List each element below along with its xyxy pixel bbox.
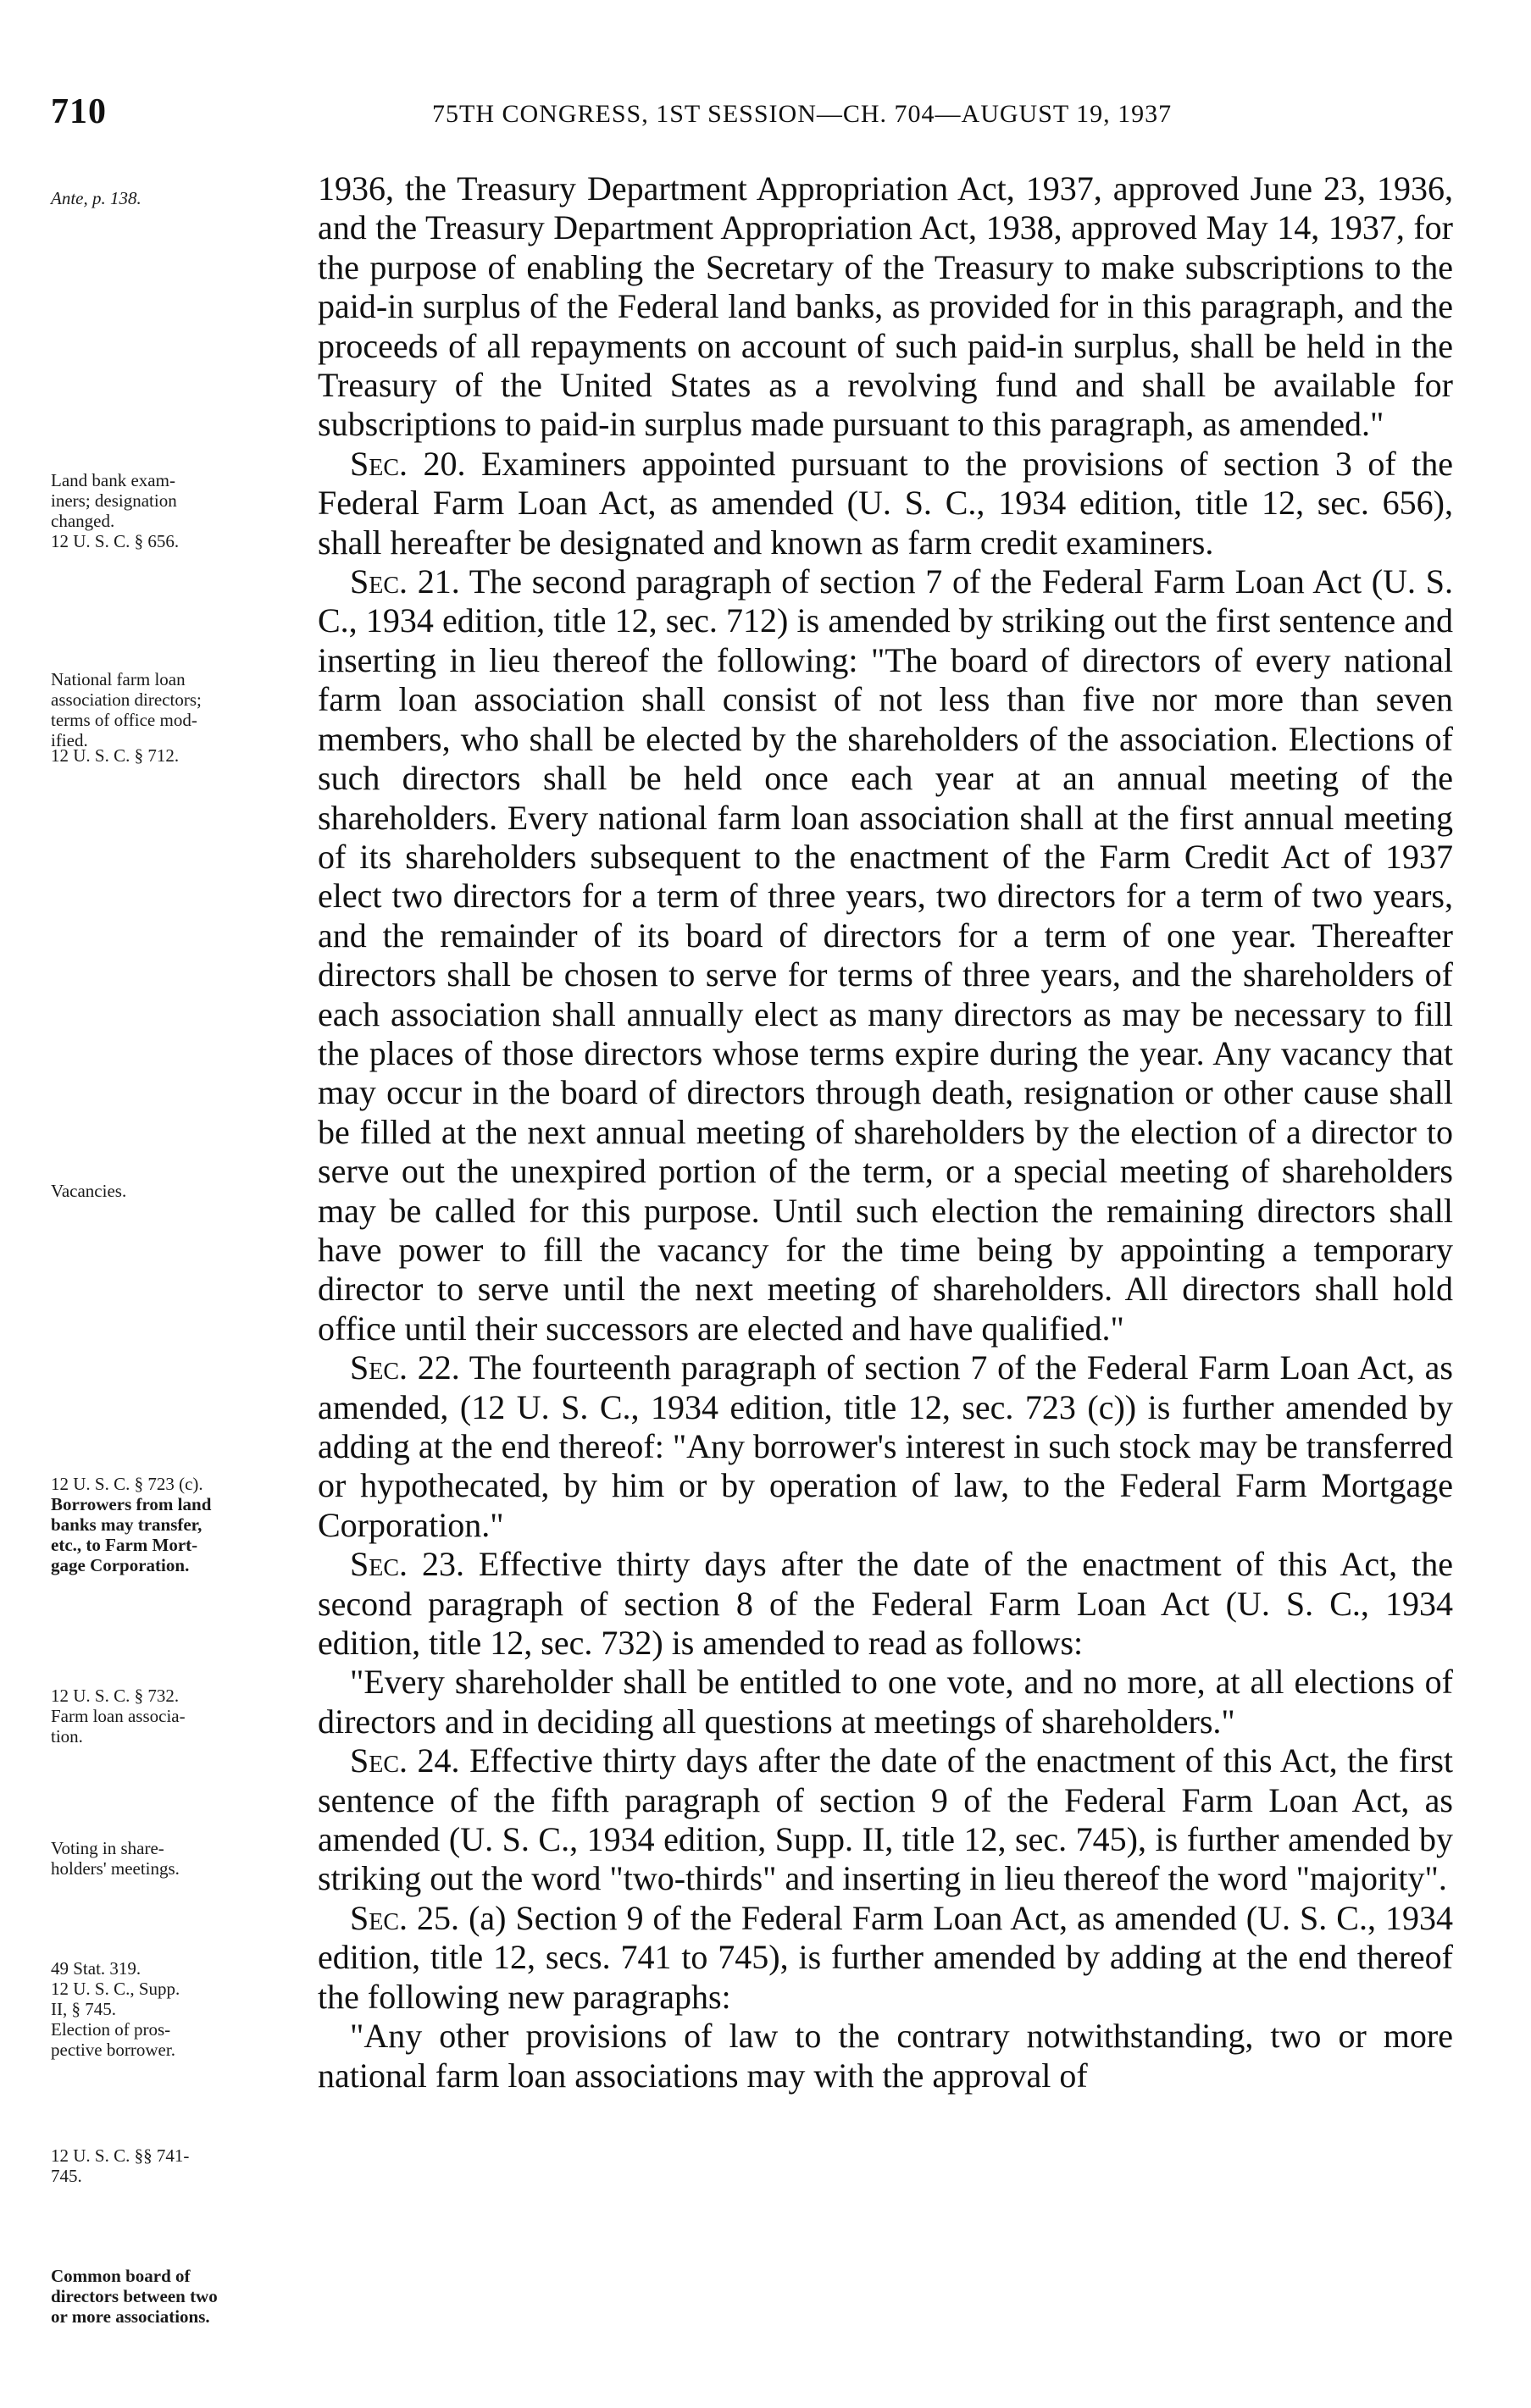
section-text: The fourteenth paragraph of section 7 of the Federal Farm Loan Act, as amended, (12 U. S. C., 1934 edition, title 12, sec. 723 (c)) is further amended by adding at the end thereof: "Any borrower's interest in such stock may be transferred or hypothecated, by him or by operation of law, to the Federal Farm Mortgage Corporation." bbox=[318, 1348, 1454, 1544]
running-head: 75TH CONGRESS, 1ST SESSION—CH. 704—AUGUST 19, 1937 bbox=[432, 100, 1173, 128]
margin-note-land-bank-examiners bbox=[51, 470, 305, 551]
margin-note-line: or more associations. bbox=[51, 2306, 210, 2327]
margin-note-ante bbox=[51, 188, 305, 208]
margin-note-common-board bbox=[51, 2266, 305, 2327]
margin-note-line: terms of office mod- bbox=[51, 710, 197, 730]
section-heading: Sec. 23. bbox=[350, 1545, 464, 1584]
margin-notes bbox=[0, 0, 305, 2408]
margin-note-line: gage Corporation. bbox=[51, 1555, 190, 1575]
margin-note-line: changed. bbox=[51, 511, 115, 531]
section-heading: Sec. 25. bbox=[350, 1898, 460, 1937]
section-text: Effective thirty days after the date of the enactment of this Act, the first sentence of the fifth paragraph of section 9 of the Federal Farm Loan Act, as amended (U. S. C., 1934 edition, Supp. II, title 12, sec. 745), is further amended by striking out the word "two-thirds" and inserting in lieu thereof the word "majority". bbox=[318, 1741, 1454, 1898]
page-number: 710 bbox=[51, 92, 107, 131]
margin-note-line: pective borrower. bbox=[51, 2040, 175, 2060]
margin-note-line: iners; designation bbox=[51, 490, 177, 511]
margin-note-line: association directors; bbox=[51, 689, 202, 710]
margin-note-line: 12 U. S. C. § 732. bbox=[51, 1686, 180, 1706]
margin-note-association-directors bbox=[51, 669, 305, 750]
section-23-quote: "Every shareholder shall be entitled to one vote, and no more, at all elections of directors and in deciding all questions at meetings of shareholders." bbox=[318, 1663, 1453, 1741]
margin-note-line: 12 U. S. C. § 712. bbox=[51, 745, 180, 766]
section-25 bbox=[318, 1899, 1453, 2017]
margin-note-line: Borrowers from land bbox=[51, 1494, 212, 1514]
margin-note-line: 12 U. S. C. §§ 741- bbox=[51, 2145, 190, 2166]
section-23 bbox=[318, 1545, 1453, 1663]
section-text: (a) Section 9 of the Federal Farm Loan Act, as amended (U. S. C., 1934 edition, title 12, secs. 741 to 745), is further amended by adding at the end thereof the following new paragraphs: bbox=[318, 1898, 1454, 2016]
section-text: The second paragraph of section 7 of the Federal Farm Loan Act (U. S. C., 1934 edition, title 12, sec. 712) is amended by striking out the first sentence and inserting in lieu thereof the following: "The board of directors of every national farm loan association shall consist of not less than five nor more than seven members, who shall be elected by the shareholders of the association. Elections of such directors shall be held once each year at an annual meeting of the shareholders. Every national farm loan association shall at the first annual meeting of its shareholders subsequent to the enactment of the Farm Credit Act of 1937 elect two directors for a term of three years, two directors for a term of two years, and the remainder of its board of directors for a term of one year. Thereafter directors shall be chosen to serve for terms of three years, and the shareholders of each association shall annually elect as many directors as may be necessary to fill the places of those directors whose terms expire during the year. Any vacancy that may occur in the board of directors through death, resignation or other cause shall be filled at the next annual meeting of shareholders by the election of a director to serve out the unexpired portion of the term, or a special meeting of shareholders may be called for this purpose. Until such election the remaining directors shall have power to fill the vacancy for the time being by appointing a temporary director to serve until the next meeting of shareholders. All directors shall hold office until their successors are elected and have qualified." bbox=[318, 562, 1454, 1348]
margin-note-line: ified. bbox=[51, 730, 88, 750]
section-heading: Sec. 20. bbox=[350, 444, 466, 483]
margin-note-vacancies bbox=[51, 1181, 305, 1201]
paragraph-continuation: 1936, the Treasury Department Appropriation Act, 1937, approved June 23, 1936, and the Treasury Department Appropriation Act, 1938, approved May 14, 1937, for the purpose of enabling the Secretary of the Treasury to make subscriptions to the paid-in surplus of the Federal land banks, as provided for in this paragraph, and the proceeds of all repayments on account of such paid-in surplus, shall be held in the Treasury of the United States as a revolving fund and shall be available for subscriptions to paid-in surplus made pursuant to this paragraph, as amended." bbox=[318, 169, 1453, 444]
margin-note-line: 12 U. S. C., Supp. bbox=[51, 1979, 180, 1999]
section-24 bbox=[318, 1741, 1453, 1899]
margin-note-line: Common board of bbox=[51, 2266, 191, 2286]
margin-note-line: Farm loan associa- bbox=[51, 1706, 186, 1726]
section-text: Examiners appointed pursuant to the provisions of section 3 of the Federal Farm Loan Act, as amended (U. S. C., 1934 edition, title 12, sec. 656), shall hereafter be designated and known as farm credit examiners. bbox=[318, 444, 1453, 562]
margin-note-line: II, § 745. bbox=[51, 1999, 116, 2019]
margin-note-borrowers-transfer bbox=[51, 1474, 305, 1575]
section-text: Effective thirty days after the date of the enactment of this Act, the second paragraph of section 8 of the Federal Farm Loan Act (U. S. C., 1934 edition, title 12, sec. 732) is amended to read as follows: bbox=[318, 1545, 1454, 1663]
margin-note-line: holders' meetings. bbox=[51, 1858, 180, 1879]
margin-note-line: 49 Stat. 319. bbox=[51, 1958, 141, 1979]
section-25-quote: "Any other provisions of law to the contrary notwithstanding, two or more national farm loan associations may with the approval of bbox=[318, 2017, 1453, 2095]
section-heading: Sec. 22. bbox=[350, 1348, 460, 1387]
margin-note-712 bbox=[51, 745, 305, 766]
margin-note-voting bbox=[51, 1838, 305, 1879]
margin-note-741-745 bbox=[51, 2145, 305, 2186]
section-heading: Sec. 21. bbox=[350, 562, 460, 601]
margin-note-line: 12 U. S. C. § 656. bbox=[51, 531, 180, 551]
margin-note-farm-loan-association bbox=[51, 1686, 305, 1746]
margin-note-line: Election of pros- bbox=[51, 2019, 171, 2040]
section-22 bbox=[318, 1348, 1453, 1545]
margin-note-line: 12 U. S. C. § 723 (c). bbox=[51, 1474, 203, 1494]
margin-note-line: National farm loan bbox=[51, 669, 186, 689]
margin-note-line: etc., to Farm Mort- bbox=[51, 1535, 198, 1555]
margin-note-line: banks may transfer, bbox=[51, 1514, 202, 1535]
margin-note-line: Land bank exam- bbox=[51, 470, 175, 490]
margin-note-prospective-borrower bbox=[51, 1958, 305, 2060]
margin-note-line: Vacancies. bbox=[51, 1181, 127, 1201]
section-20 bbox=[318, 445, 1453, 562]
margin-note-line: tion. bbox=[51, 1726, 83, 1746]
margin-note-line: directors between two bbox=[51, 2286, 218, 2306]
section-21 bbox=[318, 562, 1453, 1348]
margin-note-line: Voting in share- bbox=[51, 1838, 164, 1858]
main-text bbox=[318, 169, 1453, 2095]
section-heading: Sec. 24. bbox=[350, 1741, 460, 1780]
margin-note-line: Ante, p. 138. bbox=[51, 188, 141, 208]
margin-note-line: 745. bbox=[51, 2166, 82, 2186]
